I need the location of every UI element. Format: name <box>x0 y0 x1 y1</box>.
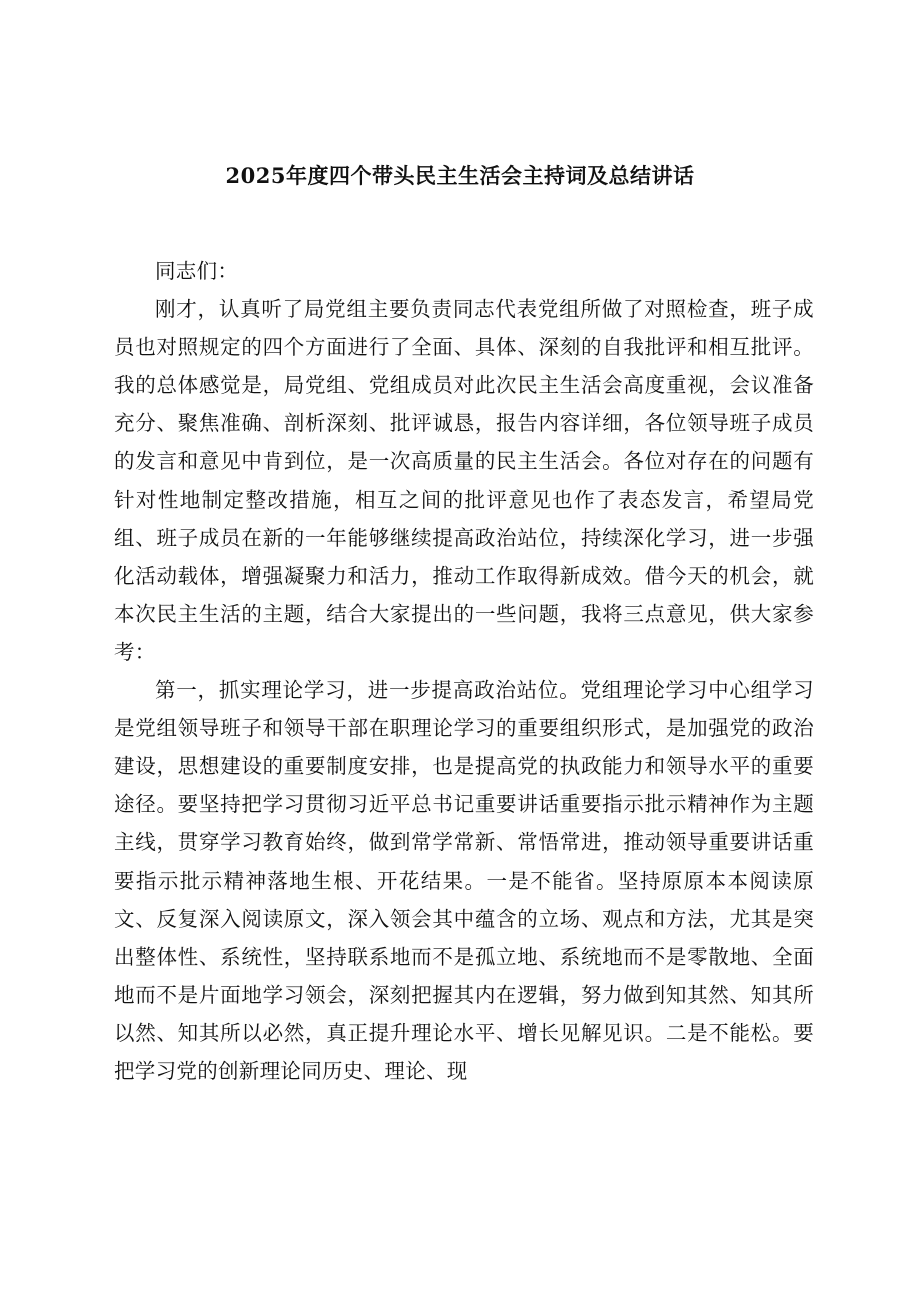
document-title: 2025年度四个带头民主生活会主持词及总结讲话 <box>225 163 695 188</box>
opening-paragraph: 刚才，认真听了局党组主要负责同志代表党组所做了对照检查，班子成员也对照规定的四个方面进行了全面、具体、深刻的自我批评和相互批评。我的总体感觉是，局党组、党组成员对此次民主生活会高度重视，会议准备充分、聚焦准确、剖析深刻、批评诚恳，报告内容详细，各位领导班子成员的发言和意见中肯到位，是一次高质量的民主生活会。各位对存在的问题有针对性地制定整改措施，相互之间的批评意见也作了表态发言，希望局党组、班子成员在新的一年能够继续提高政治站位，持续深化学习，进一步强化活动载体，增强凝聚力和活力，推动工作取得新成效。借今天的机会，就本次民主生活的主题，结合大家提出的一些问题，我将三点意见，供大家参考： <box>114 297 814 664</box>
document-body <box>114 252 814 1090</box>
first-point-paragraph: 第一，抓实理论学习，进一步提高政治站位。党组理论学习中心组学习是党组领导班子和领导干部在职理论学习的重要组织形式，是加强党的政治建设，思想建设的重要制度安排，也是提高党的执政能力和领导水平的重要途径。要坚持把学习贯彻习近平总书记重要讲话重要指示批示精神作为主题主线，贯穿学习教育始终，做到常学常新、常悟常进，推动领导重要讲话重要指示批示精神落地生根、开花结果。一是不能省。坚持原原本本阅读原文、反复深入阅读原文，深入领会其中蕴含的立场、观点和方法，尤其是突出整体性、系统性，坚持联系地而不是孤立地、系统地而不是零散地、全面地而不是片面地学习领会，深刻把握其内在逻辑，努力做到知其然、知其所以然、知其所以必然，真正提升理论水平、增长见解见识。二是不能松。要把学习党的创新理论同历史、理论、现 <box>114 678 814 1083</box>
greeting-paragraph: 同志们： <box>155 259 239 283</box>
